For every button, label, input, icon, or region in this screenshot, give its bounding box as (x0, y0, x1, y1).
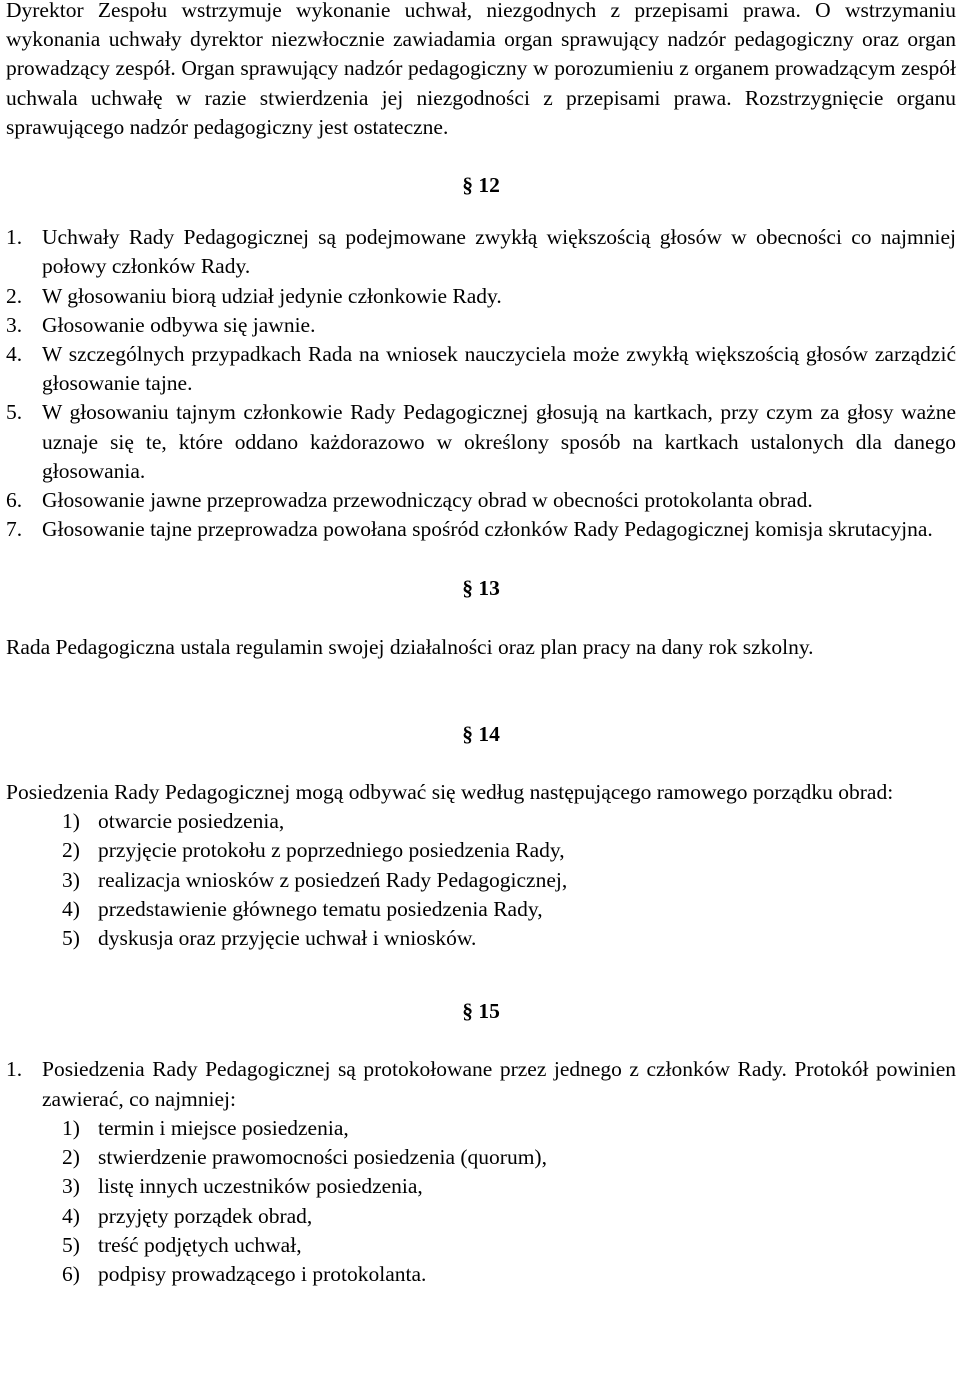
list-item (42, 924, 956, 953)
item-number: 2) (62, 838, 80, 863)
item-number: 4) (62, 1203, 80, 1228)
section-14-paragraph: Posiedzenia Rady Pedagogicznej mogą odbywać się według następującego ramowego porządku obrad: (6, 780, 894, 805)
document-page (6, 0, 956, 1289)
list-item (42, 836, 956, 865)
section-15-sublist (6, 1114, 956, 1289)
item-text: stwierdzenie prawomocności posiedzenia (quorum), (98, 1145, 547, 1170)
list-item (42, 1172, 956, 1201)
section-12-list (6, 223, 956, 544)
item-text: W głosowaniu tajnym członkowie Rady Pedagogicznej głosują na kartkach, przy czym za głosy ważne uznaje się te, które oddano każdorazowo w określony sposób na kartkach ustalonych dla danego głosowania. (42, 400, 956, 483)
item-number: 5) (62, 1232, 80, 1257)
list-item (42, 1260, 956, 1289)
item-text: przedstawienie głównego tematu posiedzenia Rady, (98, 896, 543, 921)
list-item (42, 895, 956, 924)
item-number: 1) (62, 809, 80, 834)
item-text: przyjęcie protokołu z poprzedniego posiedzenia Rady, (98, 838, 565, 863)
item-number: 3) (62, 867, 80, 892)
list-item (6, 282, 956, 311)
section-heading-15: § 15 (462, 999, 500, 1024)
list-item (6, 1055, 956, 1113)
item-text: realizacja wniosków z posiedzeń Rady Pedagogicznej, (98, 867, 568, 892)
list-item (6, 340, 956, 398)
section-heading-13: § 13 (462, 576, 500, 601)
list-item (6, 515, 956, 544)
list-item (42, 1143, 956, 1172)
list-item (6, 311, 956, 340)
list-item (42, 807, 956, 836)
list-item (42, 866, 956, 895)
item-text: Głosowanie jawne przeprowadza przewodniczący obrad w obecności protokolanta obrad. (42, 488, 813, 513)
item-number: 5) (62, 926, 80, 951)
list-item (42, 1231, 956, 1260)
item-text: Uchwały Rady Pedagogicznej są podejmowane zwykłą większością głosów w obecności co najmniej połowy członków Rady. (42, 225, 956, 279)
item-number: 4. (6, 342, 23, 367)
item-text: termin i miejsce posiedzenia, (98, 1115, 349, 1140)
item-number: 4) (62, 896, 80, 921)
item-number: 1. (6, 225, 23, 250)
item-text: Posiedzenia Rady Pedagogicznej są protokołowane przez jednego z członków Rady. Protokół powinien zawierać, co najmniej: (42, 1057, 956, 1111)
item-text: W szczególnych przypadkach Rada na wniosek nauczyciela może zwykłą większością głosów zarządzić głosowanie tajne. (42, 342, 956, 396)
item-text: W głosowaniu biorą udział jedynie członkowie Rady. (42, 283, 502, 308)
item-text: Głosowanie tajne przeprowadza powołana spośród członków Rady Pedagogicznej komisja skrutacyjna. (42, 517, 933, 542)
item-number: 2) (62, 1145, 80, 1170)
list-item (42, 1114, 956, 1143)
item-text: listę innych uczestników posiedzenia, (98, 1174, 423, 1199)
section-heading-12: § 12 (462, 173, 500, 198)
section-15-list (6, 1055, 956, 1113)
item-number: 2. (6, 283, 23, 308)
item-text: otwarcie posiedzenia, (98, 809, 285, 834)
item-number: 5. (6, 400, 23, 425)
item-text: przyjęty porządek obrad, (98, 1203, 313, 1228)
item-number: 1. (6, 1057, 23, 1082)
item-text: podpisy prowadzącego i protokolanta. (98, 1261, 427, 1286)
item-number: 6) (62, 1261, 80, 1286)
item-text: treść podjętych uchwał, (98, 1232, 302, 1257)
list-item (42, 1202, 956, 1231)
list-item (6, 223, 956, 281)
item-number: 1) (62, 1115, 80, 1140)
list-item (6, 398, 956, 486)
item-number: 3. (6, 312, 23, 337)
list-item (6, 486, 956, 515)
item-number: 6. (6, 488, 23, 513)
section-heading-14: § 14 (462, 721, 500, 746)
intro-paragraph: Dyrektor Zespołu wstrzymuje wykonanie uchwał, niezgodnych z przepisami prawa. O wstrzymaniu wykonania uchwały dyrektor niezwłocznie zawiadamia organ sprawujący nadzór pedagogiczny oraz organ prowadzący zespół. Organ sprawujący nadzór pedagogiczny w porozumieniu z organem prowadzącym zespół uchwala uchwałę w razie stwierdzenia jej niezgodności z przepisami prawa. Rozstrzygnięcie organu sprawującego nadzór pedagogiczny jest ostateczne. (6, 0, 956, 139)
item-text: Głosowanie odbywa się jawnie. (42, 312, 316, 337)
section-14-list (6, 807, 956, 953)
section-13-paragraph: Rada Pedagogiczna ustala regulamin swojej działalności oraz plan pracy na dany rok szkolny. (6, 634, 814, 659)
item-text: dyskusja oraz przyjęcie uchwał i wniosków. (98, 926, 477, 951)
item-number: 3) (62, 1174, 80, 1199)
item-number: 7. (6, 517, 23, 542)
